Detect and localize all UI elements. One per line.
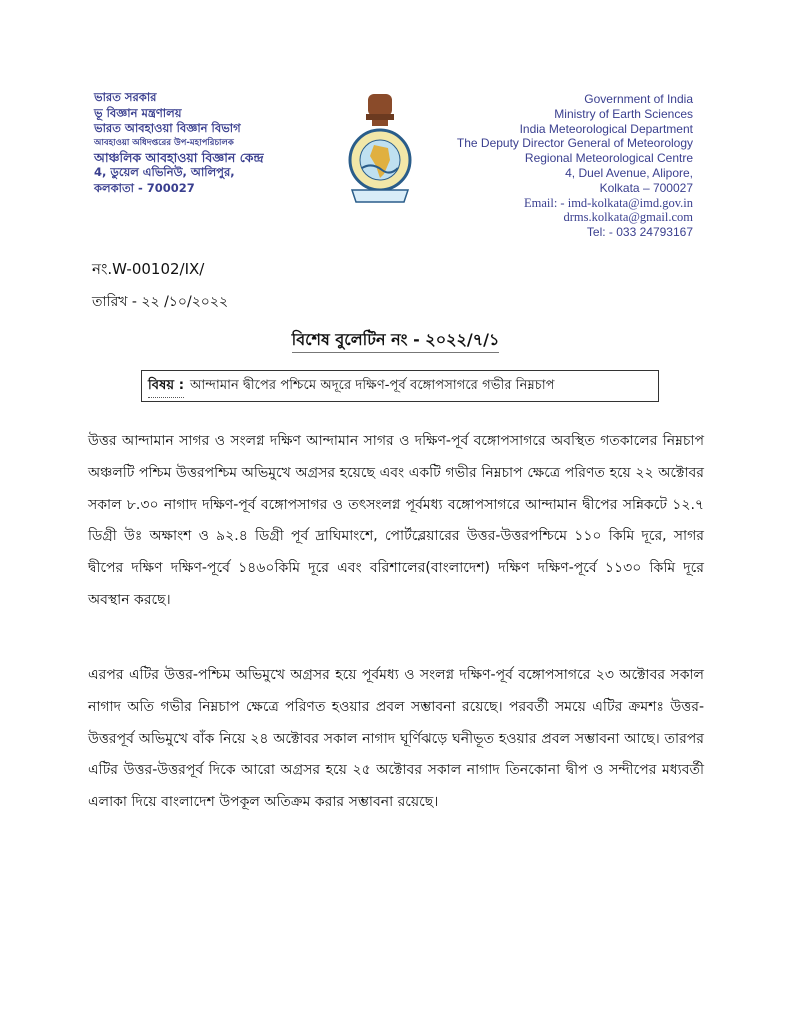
header-right-line: 4, Duel Avenue, Alipore, — [565, 165, 693, 180]
body-paragraph: উত্তর আন্দামান সাগর ও সংলগ্ন দক্ষিণ আন্দামান সাগর ও দক্ষিণ-পূর্ব বঙ্গোপসাগরে অবস্থিত গতকালের নিম্নচাপ অঞ্চলটি পশ্চিম উত্তরপশ্চিম অভিমুখে অগ্রসর হয়েছে এবং একটি গভীর নিম্নচাপ ক্ষেত্রে পরিণত হয়ে ২২ অক্টোবর সকাল ৮.৩০ নাগাদ দক্ষিণ-পূর্ব বঙ্গোপসাগর ও তৎসংলগ্ন পূর্বমধ্য বঙ্গোপসাগরে আন্দামান দ্বীপের সন্নিকটে ১২.৭ ডিগ্রী উঃ অক্ষাংশ ও ৯২.৪ ডিগ্রী পূর্ব দ্রাঘিমাংশে, পোর্টব্লেয়ারের উত্তর-উত্তরপশ্চিমে ১১০ কিমি দূরে, সাগর দ্বীপের দক্ষিণ দক্ষিণ-পূর্বে ১৪৬০কিমি দূরে এবং বরিশালের(বাংলাদেশ) দক্ষিণ দক্ষিণ-পূর্বে ১১৩০ কিমি দূরে অবস্থান করছে। — [88, 433, 704, 608]
header-right-line: The Deputy Director General of Meteorology — [456, 136, 693, 151]
header-left-line: ভারত সরকার — [94, 90, 157, 104]
header-right-line: India Meteorological Department — [519, 121, 693, 136]
imd-emblem-icon — [330, 90, 430, 210]
header-left-line: কলকাতা - 700027 — [94, 180, 195, 195]
header-left-line: ভারত আবহাওয়া বিজ্ঞান বিভাগ — [94, 121, 241, 135]
subject-label: বিষয় : — [148, 375, 184, 398]
header-left-line: ভূ বিজ্ঞান মন্ত্রণালয় — [94, 105, 182, 120]
header-english-address — [457, 92, 693, 240]
header-right-line: Kolkata – 700027 — [599, 180, 693, 195]
reference-number: নং.W-00102/IX/ — [92, 260, 205, 278]
subject-box — [141, 370, 659, 402]
header-email-line: Email: - imd-kolkata@imd.gov.in — [523, 195, 693, 210]
header-bengali-address — [94, 90, 264, 196]
body-paragraph: এরপর এটির উত্তর-পশ্চিম অভিমুখে অগ্রসর হয়ে পূর্বমধ্য ও সংলগ্ন দক্ষিণ-পূর্ব বঙ্গোপসাগরে ২৩ অক্টোবর সকাল নাগাদ অতি গভীর নিম্নচাপ ক্ষেত্রে পরিণত হওয়ার প্রবল সম্ভাবনা রয়েছে। পরবর্তী সময়ে এটির ক্রমশঃ উত্তর-উত্তরপূর্ব অভিমুখে বাঁক নিয়ে ২৪ অক্টোবর সকাল নাগাদ ঘূর্ণিঝড়ে ঘনীভূত হওয়ার প্রবল সম্ভাবনা আছে। তারপর এটির উত্তর-উত্তরপূর্ব দিকে আরো অগ্রসর হয়ে ২৫ অক্টোবর সকাল নাগাদ তিনকোনা দ্বীপ ও সন্দীপের মধ্যবর্তী এলাকা দিয়ে বাংলাদেশ উপকূল অতিক্রম করার সম্ভাবনা রয়েছে। — [88, 667, 704, 811]
subject-text: আন্দামান দ্বীপের পশ্চিমে অদূরে দক্ষিণ-পূর্ব বঙ্গোপসাগরে গভীর নিম্নচাপ — [190, 378, 555, 393]
bulletin-title-text: বিশেষ বুলেটিন নং - ২০২২/৭/১ — [292, 330, 500, 353]
header-left-line: আবহাওয়া অধিদপ্তরের উপ-মহাপরিচালক — [94, 137, 234, 148]
header-right-line: Ministry of Earth Sciences — [554, 106, 693, 121]
header-left-line: আঞ্চলিক আবহাওয়া বিজ্ঞান কেন্দ্র — [94, 149, 264, 165]
header-left-line: 4, ডুয়েল এভিনিউ, আলিপুর, — [94, 165, 235, 179]
bulletin-title — [0, 327, 791, 354]
header-email-line: drms.kolkata@gmail.com — [563, 210, 693, 225]
header-right-line: Regional Meteorological Centre — [524, 151, 693, 166]
header-phone-line: Tel: - 033 24793167 — [586, 225, 693, 240]
document-date: তারিখ - ২২ /১০/২০২২ — [92, 294, 229, 310]
header-right-line: Government of India — [584, 92, 693, 106]
